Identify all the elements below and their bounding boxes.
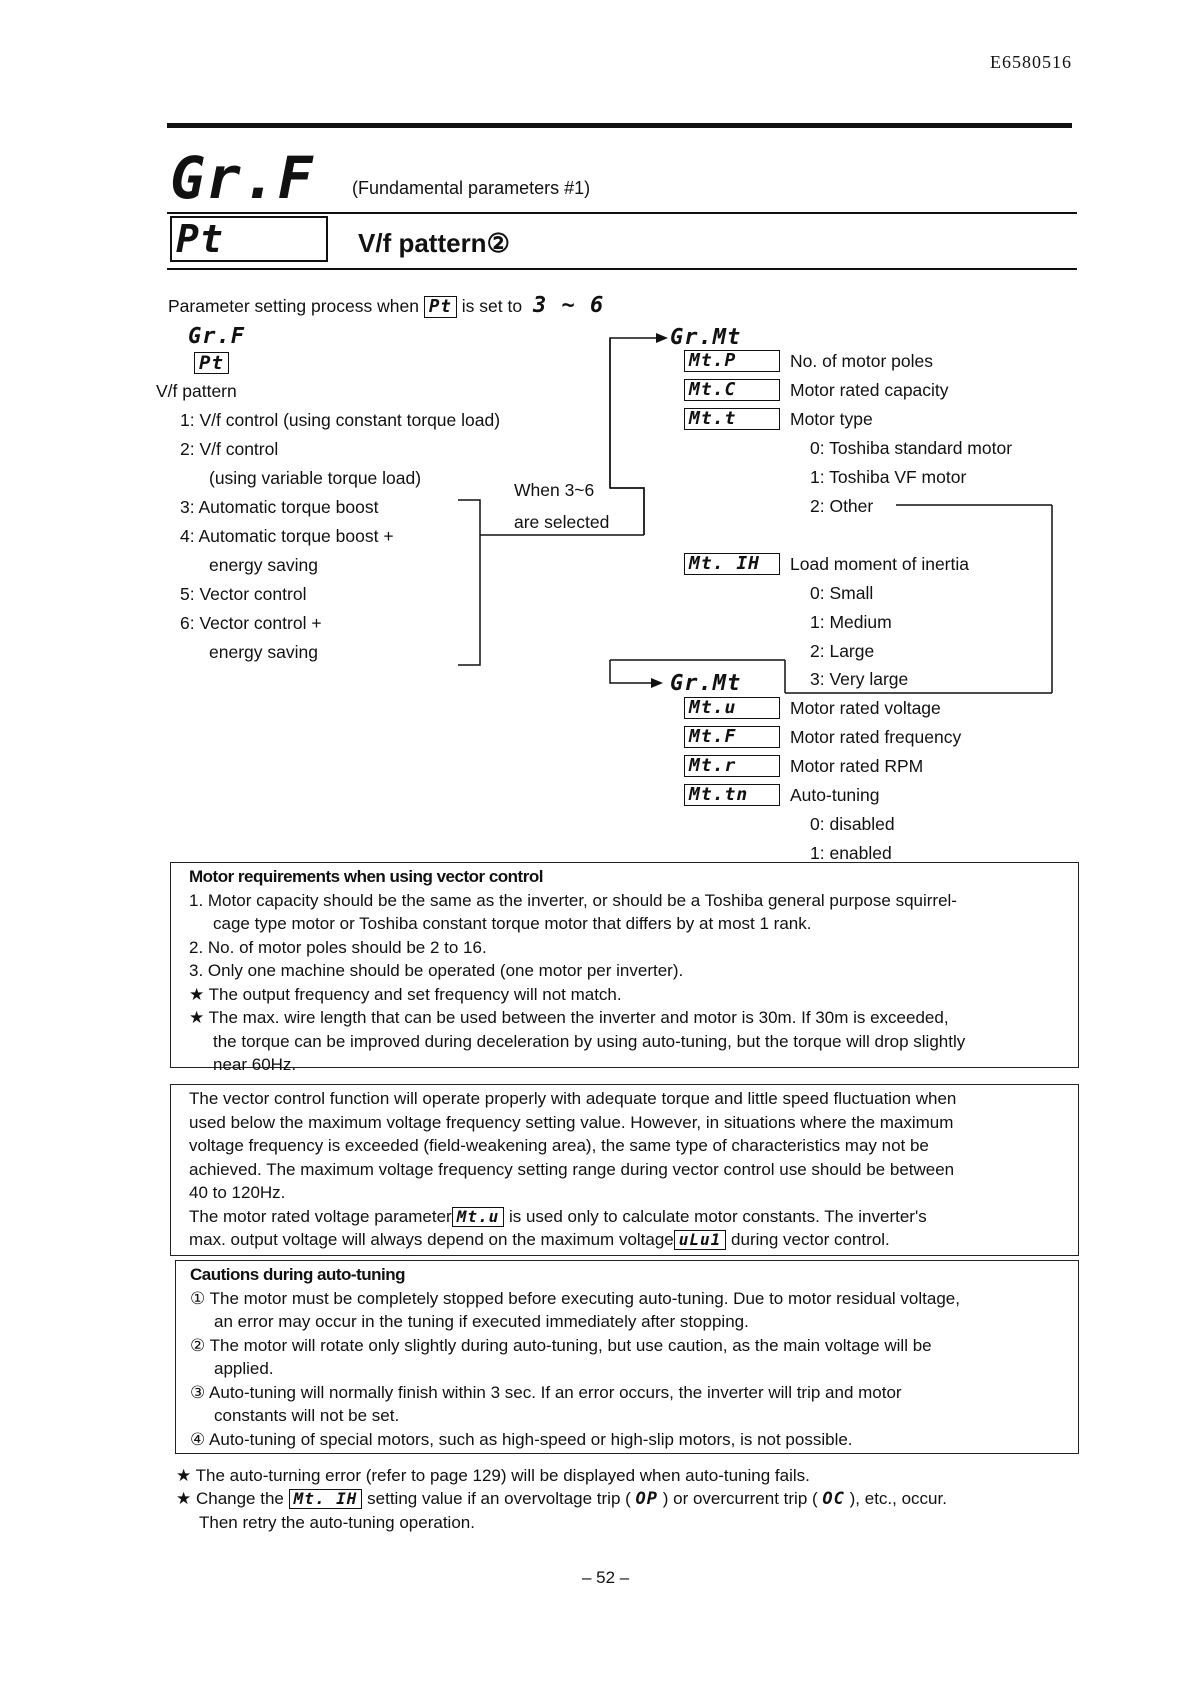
box1-item-2: 2. No. of motor poles should be 2 to 16. [189, 937, 487, 957]
process-prefix: Parameter setting process when [168, 296, 419, 316]
param-title: V/f pattern② [358, 228, 510, 258]
box3-item-2: ② The motor will rotate only slightly during auto-tuning, but use caution, as the main voltage will be [190, 1335, 932, 1355]
fn2-c: ) or overcurrent trip ( [662, 1489, 818, 1508]
left-item-4: 4: Automatic torque boost + [180, 526, 394, 546]
box3-item-1b: an error may occur in the tuning if executed immediately after stopping. [214, 1312, 749, 1331]
footer-note-1: ★ The auto-turning error (refer to page 129) will be displayed when auto-tuning fails. [176, 1466, 810, 1485]
left-item-1: 1: V/f control (using constant torque load) [180, 410, 501, 430]
mt-f-label: Motor rated frequency [790, 727, 962, 747]
fn2-code: Mt. IH [289, 1489, 363, 1509]
left-group-code: Gr.F [188, 324, 245, 349]
mt-u-code: Mt.u [684, 697, 780, 719]
box2-line-5: 40 to 120Hz. [189, 1183, 286, 1202]
box2-l6-code: Mt.u [452, 1207, 505, 1227]
inertia-opt-2: 2: Large [810, 641, 875, 661]
left-item-6b: energy saving [209, 642, 318, 662]
mt-t-label: Motor type [790, 409, 873, 429]
process-middle: is set to [461, 296, 523, 316]
box2-l7-code: uLu1 [674, 1230, 727, 1250]
param-code-box: Pt [170, 216, 328, 262]
doc-code: E6580516 [990, 52, 1072, 72]
mt-p-label: No. of motor poles [790, 351, 933, 371]
right-group-2: Gr.Mt [670, 671, 742, 696]
inertia-opt-3: 3: Very large [810, 669, 909, 689]
mt-r-label: Motor rated RPM [790, 756, 924, 776]
autotune-opt-1: 1: enabled [810, 843, 892, 863]
mt-ih-label: Load moment of inertia [790, 554, 969, 574]
box2-l6a: The motor rated voltage parameter [189, 1206, 452, 1226]
box2-l6b: is used only to calculate motor constants. The inverter's [508, 1206, 927, 1226]
box3-item-3b: constants will not be set. [214, 1406, 400, 1425]
box1-item-1b: cage type motor or Toshiba constant torque motor that differs by at most 1 rank. [213, 914, 812, 933]
box3-item-3: ③ Auto-tuning will normally finish within 3 sec. If an error occurs, the inverter will trip and motor [190, 1382, 902, 1402]
box2-line-4: achieved. The maximum voltage frequency setting range during vector control use should be between [189, 1159, 955, 1179]
box1-title: Motor requirements when using vector control [189, 867, 543, 886]
mt-tn-code: Mt.tn [684, 784, 780, 806]
box1-item-3: 3. Only one machine should be operated (one motor per inverter). [189, 961, 684, 980]
left-item-6: 6: Vector control + [180, 613, 322, 633]
group-description: (Fundamental parameters #1) [352, 178, 591, 198]
left-item-2: 2: V/f control [180, 439, 279, 459]
page-number: – 52 – [582, 1568, 630, 1587]
box1-star-1: ★ The output frequency and set frequency will not match. [189, 984, 622, 1004]
right-group-1: Gr.Mt [670, 325, 742, 350]
left-title: V/f pattern [156, 381, 237, 401]
left-item-2b: (using variable torque load) [209, 468, 422, 488]
mt-t-code: Mt.t [684, 408, 780, 430]
inertia-opt-0: 0: Small [810, 583, 874, 603]
fn2-d: ), etc., occur. [849, 1489, 947, 1508]
mt-r-code: Mt.r [684, 755, 780, 777]
fn2-op: OP [635, 1489, 659, 1509]
fn2-oc: OC [822, 1489, 845, 1509]
mt-c-code: Mt.C [684, 379, 780, 401]
fn2-b: setting value if an overvoltage trip ( [367, 1489, 631, 1508]
when-label-1: When 3~6 [514, 480, 595, 500]
left-item-4b: energy saving [209, 555, 318, 575]
left-param-code: Pt [194, 352, 229, 374]
box3-item-2b: applied. [214, 1359, 274, 1378]
process-code: Pt [424, 296, 457, 318]
mt-ih-code: Mt. IH [684, 553, 780, 575]
mt-c-label: Motor rated capacity [790, 380, 949, 400]
box2-line-3: voltage frequency is exceeded (field-weakening area), the same type of characteristics may not be [189, 1136, 929, 1155]
box2-line-7 [189, 1228, 1078, 1252]
autotune-opt-0: 0: disabled [810, 814, 895, 834]
box3-title: Cautions during auto-tuning [190, 1265, 406, 1284]
group-code: Gr.F [170, 144, 314, 212]
left-item-3: 3: Automatic torque boost [180, 497, 379, 517]
inertia-opt-1: 1: Medium [810, 612, 892, 632]
box3-item-1: ① The motor must be completely stopped before executing auto-tuning. Due to motor residual voltage, [190, 1288, 960, 1308]
box2-line-2: used below the maximum voltage frequency setting value. However, in situations where the maximum [189, 1112, 954, 1132]
motor-type-opt-2: 2: Other [810, 496, 874, 516]
motor-type-opt-0: 0: Toshiba standard motor [810, 438, 1013, 458]
vector-requirements-box [170, 862, 1079, 1074]
box2-l7b: during vector control. [731, 1230, 890, 1249]
box3-item-4: ④ Auto-tuning of special motors, such as high-speed or high-slip motors, is not possible. [190, 1429, 853, 1449]
mt-p-code: Mt.P [684, 350, 780, 372]
footer-note-3: Then retry the auto-tuning operation. [199, 1513, 475, 1532]
left-item-5: 5: Vector control [180, 584, 307, 604]
box2-line-1: The vector control function will operate properly with adequate torque and little speed fluctuation when [189, 1089, 957, 1108]
box1-star-2b: the torque can be improved during deceleration by using auto-tuning, but the torque will drop slightly [213, 1031, 966, 1051]
box2-line-6 [189, 1205, 1078, 1229]
box1-star-2c: near 60Hz. [213, 1055, 297, 1074]
box2-l7a: max. output voltage will always depend on the maximum voltage [189, 1230, 674, 1249]
motor-type-opt-1: 1: Toshiba VF motor [810, 467, 967, 487]
box1-star-2: ★ The max. wire length that can be used between the inverter and motor is 30m. If 30m is exceeded, [189, 1008, 949, 1027]
process-range: 3 ~ 6 [532, 293, 605, 318]
fn2-a: ★ Change the [176, 1489, 284, 1508]
box1-item-1: 1. Motor capacity should be the same as the inverter, or should be a Toshiba general purpose squirrel- [189, 890, 957, 910]
mt-tn-label: Auto-tuning [790, 785, 880, 805]
when-label-2: are selected [514, 512, 610, 532]
autotuning-cautions-box [175, 1260, 1079, 1454]
mt-u-label: Motor rated voltage [790, 698, 941, 718]
vector-function-box [170, 1084, 1079, 1256]
footer-note-2 [176, 1489, 947, 1509]
mt-f-code: Mt.F [684, 726, 780, 748]
